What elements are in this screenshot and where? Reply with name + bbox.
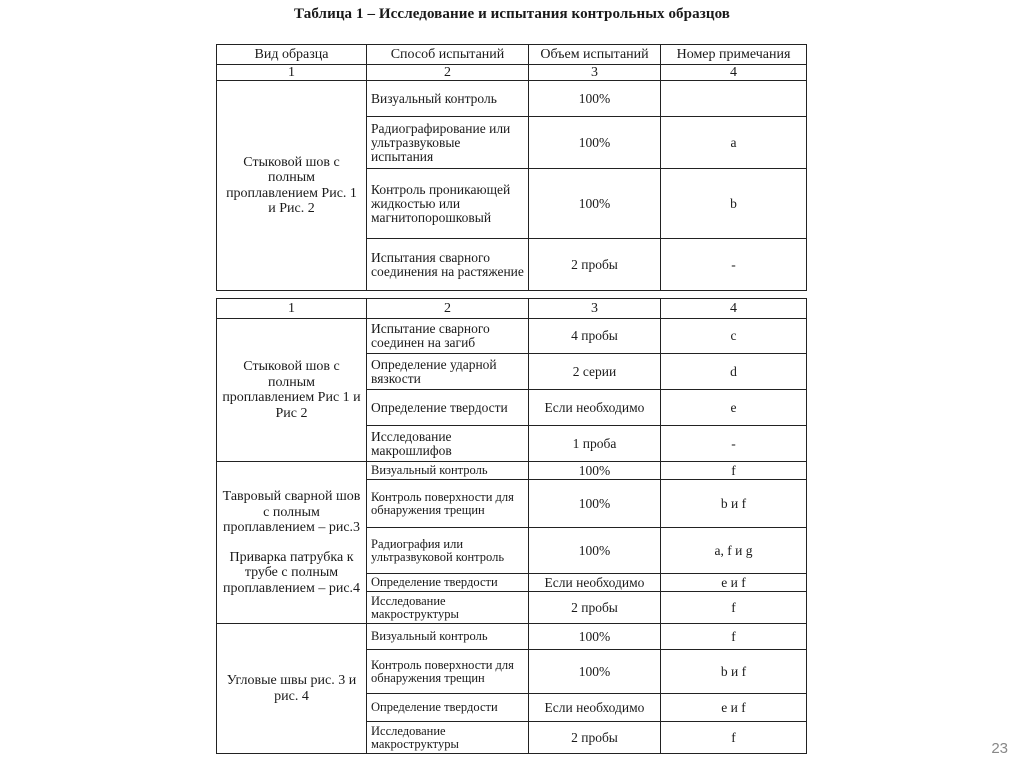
specimen-cell: Угловые швы рис. 3 и рис. 4 — [217, 624, 367, 754]
method-cell: Исследование макрошлифов — [367, 426, 529, 462]
volume-cell: 2 пробы — [529, 239, 661, 291]
volume-cell: 100% — [529, 81, 661, 117]
method-cell: Визуальный контроль — [367, 624, 529, 650]
volume-cell: 2 пробы — [529, 722, 661, 754]
volume-cell: 100% — [529, 650, 661, 694]
specimen-nozzle-weld: Приварка патрубка к трубе с полным проплавлением – рис.4 — [222, 549, 361, 596]
column-number-row — [217, 65, 807, 81]
column-number: 4 — [661, 299, 807, 319]
table-row — [217, 81, 807, 117]
method-cell: Контроль поверхности для обнаружения трещин — [367, 650, 529, 694]
column-number: 3 — [529, 299, 661, 319]
volume-cell: 100% — [529, 624, 661, 650]
table-row — [217, 624, 807, 650]
header-row — [217, 45, 807, 65]
note-cell: d — [661, 354, 807, 390]
volume-cell: 2 пробы — [529, 592, 661, 624]
volume-cell: 100% — [529, 528, 661, 574]
specimen-cell: Стыковой шов с полным проплавлением Рис 1 и Рис 2 — [217, 319, 367, 462]
note-cell: b — [661, 169, 807, 239]
method-cell: Радиография или ультразвуковой контроль — [367, 528, 529, 574]
volume-cell: 100% — [529, 117, 661, 169]
volume-cell: 1 проба — [529, 426, 661, 462]
note-cell: - — [661, 239, 807, 291]
note-cell: - — [661, 426, 807, 462]
inspection-table-part-1 — [216, 44, 807, 291]
note-cell: f — [661, 592, 807, 624]
note-cell: e — [661, 390, 807, 426]
note-cell: f — [661, 462, 807, 480]
note-cell: b и f — [661, 480, 807, 528]
volume-cell: 2 серии — [529, 354, 661, 390]
column-number-row — [217, 299, 807, 319]
note-cell: a, f и g — [661, 528, 807, 574]
specimen-cell — [217, 462, 367, 624]
note-cell: b и f — [661, 650, 807, 694]
specimen-tee-joint: Тавровый сварной шов с полным проплавлением – рис.3 — [222, 489, 361, 535]
method-cell: Определение ударной вязкости — [367, 354, 529, 390]
volume-cell: Если необходимо — [529, 574, 661, 592]
volume-cell: 100% — [529, 480, 661, 528]
note-cell: c — [661, 319, 807, 354]
note-cell: e и f — [661, 694, 807, 722]
volume-cell: Если необходимо — [529, 390, 661, 426]
method-cell: Испытания сварного соединения на растяжение — [367, 239, 529, 291]
method-cell: Исследование макроструктуры — [367, 722, 529, 754]
method-cell: Визуальный контроль — [367, 462, 529, 480]
column-number: 1 — [217, 299, 367, 319]
volume-cell: Если необходимо — [529, 694, 661, 722]
table-row — [217, 462, 807, 480]
note-cell: a — [661, 117, 807, 169]
method-cell: Контроль поверхности для обнаружения трещин — [367, 480, 529, 528]
slide-page-number: 23 — [991, 740, 1008, 757]
column-number: 1 — [217, 65, 367, 81]
column-number: 3 — [529, 65, 661, 81]
specimen-cell: Стыковой шов с полным проплавлением Рис. 1 и Рис. 2 — [217, 81, 367, 291]
method-cell: Визуальный контроль — [367, 81, 529, 117]
note-cell: f — [661, 624, 807, 650]
method-cell: Определение твердости — [367, 574, 529, 592]
table-title: Таблица 1 – Исследование и испытания контрольных образцов — [294, 6, 730, 22]
method-cell: Определение твердости — [367, 694, 529, 722]
header-test-method: Способ испытаний — [367, 45, 529, 65]
method-cell: Радиографирование или ультразвуковые испытания — [367, 117, 529, 169]
method-cell: Испытание сварного соединен на загиб — [367, 319, 529, 354]
volume-cell: 100% — [529, 169, 661, 239]
note-cell — [661, 81, 807, 117]
column-number: 2 — [367, 299, 529, 319]
volume-cell: 4 пробы — [529, 319, 661, 354]
method-cell: Определение твердости — [367, 390, 529, 426]
table-row — [217, 319, 807, 354]
method-cell: Исследование макроструктуры — [367, 592, 529, 624]
note-cell: f — [661, 722, 807, 754]
method-cell: Контроль проникающей жидкостью или магнитопорошковый — [367, 169, 529, 239]
inspection-table-part-2 — [216, 298, 807, 754]
header-test-volume: Объем испытаний — [529, 45, 661, 65]
note-cell: e и f — [661, 574, 807, 592]
column-number: 4 — [661, 65, 807, 81]
column-number: 2 — [367, 65, 529, 81]
header-note-number: Номер примечания — [661, 45, 807, 65]
header-specimen-type: Вид образца — [217, 45, 367, 65]
volume-cell: 100% — [529, 462, 661, 480]
